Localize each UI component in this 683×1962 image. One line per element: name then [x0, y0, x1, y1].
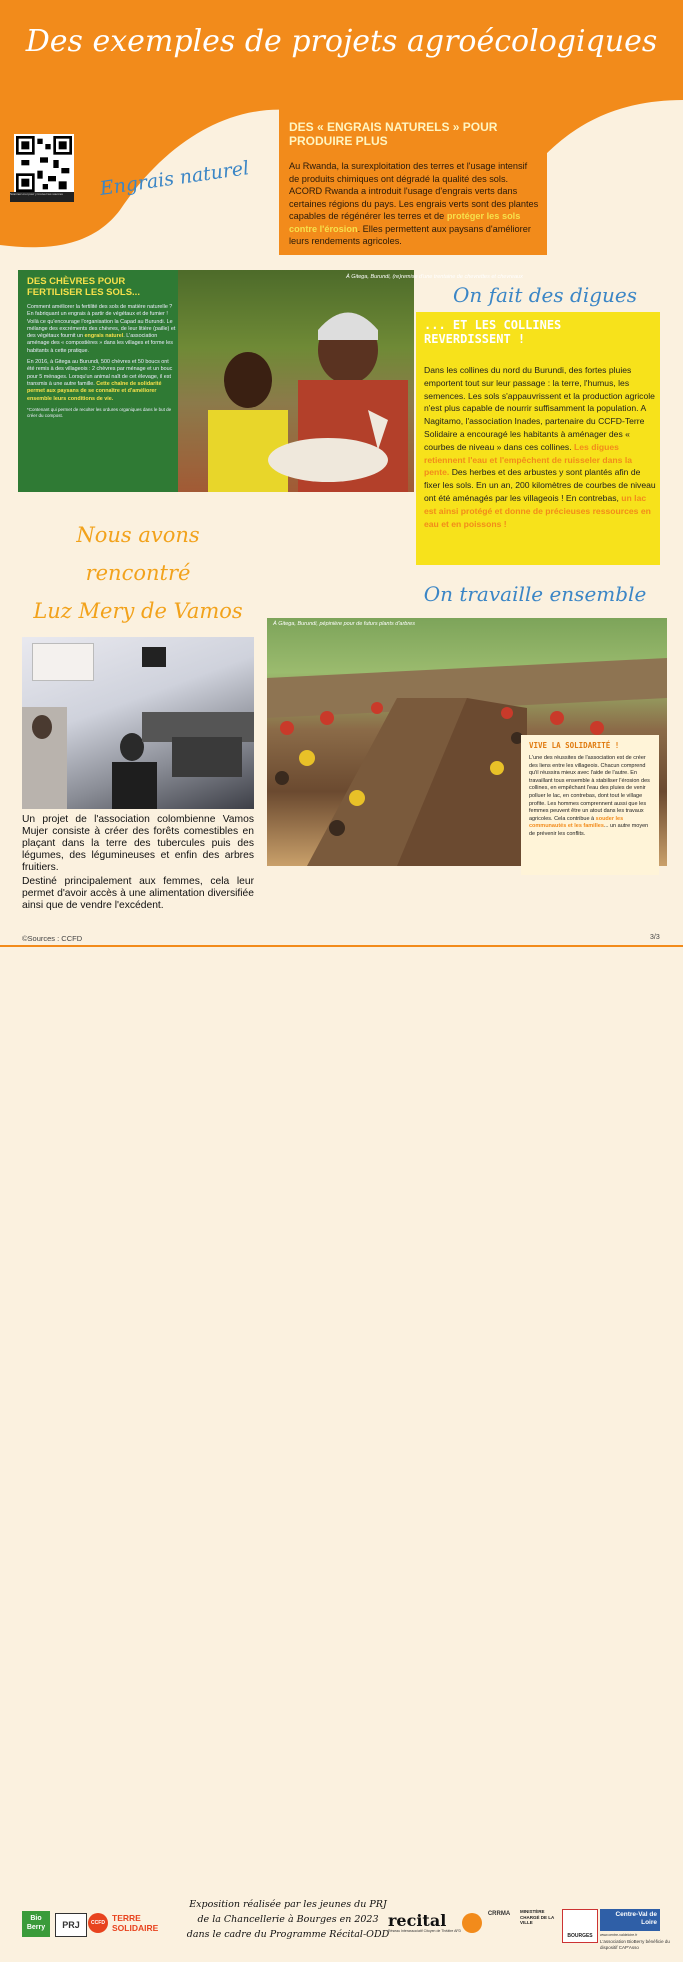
page-number: 3/3: [650, 934, 660, 941]
goat-photo-caption: À Gitega, Burundi, (re)remise d'une trentaine de chevrettes et chevreaux: [346, 274, 523, 280]
ccfd-logo: CCFD: [88, 1913, 108, 1933]
bourges-logo: BOURGES: [562, 1909, 598, 1943]
solidarite-box: [521, 735, 659, 875]
bioberry-note: L'association BioBerry bénéficie du dispositif CAP'Asso: [600, 1939, 670, 1950]
sources: ©Sources : CCFD: [22, 934, 83, 943]
recital-subtitle: Réseau Interassociatif Citoyen de Théâtre AFD: [388, 1929, 462, 1933]
exposition-credit: Exposition réalisée par les jeunes du PRJ de la Chancellerie à Bourges en 2023 dans le cadre du Programme Récital-ODD: [186, 1899, 390, 1940]
meeting-illustration: [22, 637, 254, 809]
section-heading-travail: On travaille ensemble: [423, 582, 647, 606]
partner-circle-logo: [462, 1913, 482, 1933]
chevres-title: DES CHÈVRES POUR FERTILISER LES SOLS...: [27, 276, 140, 298]
solidarite-title: VIVE LA SOLIDARITÉ !: [529, 741, 620, 750]
terre-solidaire-logo: TERRE SOLIDAIRE: [112, 1913, 159, 1933]
qr-code[interactable]: [14, 134, 74, 194]
footer: [0, 947, 683, 1950]
chevres-body: Comment améliorer la fertilité des sols de matière naturelle ? En fabriquant un engrais à partir de végétaux et de fumier ! Voilà ce qu'encourage l'organisation la Capad au Burundi. Le mélange des excréments des chèvres, de leur litière (paille) et des végétaux fournit un engrais naturel. L'association aménage des « compostières » dans les villages et forme les habitants à cette pratique. En 2016, à Gitega au Burundi, 500 chèvres et 50 boucs ont été remis à des villageois : 2 chèvres par ménage et un bouc pour 5 ménages. Lorsqu'un animal naît de cet élevage, il est transmis à une autre famille. Cette chaîne de solidarité permet aux paysans de se connaître et d'améliorer ensemble leurs conditions de vie. *Contenant qui permet de recolter les ordures organiques dans le but de créer du compost.: [27, 304, 176, 418]
engrais-box-text: Au Rwanda, la surexploitation des terres et l'usage intensif de produits chimiques ont dégradé la qualité des sols. ACORD Rwanda a introduit l'usage d'engrais verts dans certaines régions du pays. Les engrais verts sont des plantes capables de régénérer les terres et de protéger les sols contre l'érosion. Elles permettent aux paysans d'améliorer leurs rendements agricoles.: [289, 161, 539, 246]
recital-logo: recital: [388, 1911, 447, 1930]
section-heading-luz: Nous avons rencontré Luz Mery de Vamos: [33, 523, 243, 623]
collines-title: ... ET LES COLLINES REVERDISSENT !: [424, 318, 562, 346]
cvl-url[interactable]: www.centre-valdeloire.fr: [600, 1933, 638, 1937]
engrais-highlight: protéger les sols contre l'érosion: [289, 211, 521, 234]
qr-caption: Scannez-moi pour y trouver les sources: [10, 192, 74, 202]
collines-body: Dans les collines du nord du Burundi, des fortes pluies emportent tout sur leur passage : la terre, l'humus, les semences. Les sols s'appauvrissent et la production agricole n'est plus capable de nourrir suffisamment la population. A Nagitamo, l'association Inades, partenaire du CCFD-Terre Solidaire a encouragé les habitants à aménager des « courbes de niveau » dans ces collines. Les digues retiennent l'eau et l'empêchent de ruisseler dans la pente. Des herbes et des arbustes y sont plantés afin de fixer les sols. En un an, 200 kilomètres de courbes de niveau ont été aménagés par les villageois ! En contrebas, un lac est ainsi protégé et donne de précieuses ressources en eau et en poissons !: [424, 365, 656, 529]
section-heading-digues: On fait des digues: [453, 283, 637, 307]
page-title: Des exemples de projets agroécologiques: [25, 24, 658, 59]
engrais-box-title: DES « ENGRAIS NATURELS » POUR PRODUIRE PLUS: [289, 120, 498, 148]
luz-text-2: Destiné principalement aux femmes, cela leur permet d'avoir accès à une alimentation diversifiée ainsi que de vendre l'excédent.: [22, 876, 254, 911]
bioberry-logo: Bio Berry: [22, 1911, 50, 1937]
collines-box: [416, 312, 660, 565]
crrma-logo: CRRMA: [487, 1911, 511, 1917]
luz-meeting-photo: [22, 637, 254, 809]
section-heading-engrais: Engrais naturel: [98, 157, 251, 200]
nursery-photo-caption: À Gitega, Burundi, pépinière pour de futurs plants d'arbres: [273, 621, 415, 627]
chevres-text-panel: [18, 270, 178, 492]
prj-logo: PRJ: [55, 1913, 87, 1937]
solidarite-body: L'une des réussites de l'association est de créer des liens entre les villageois. Chacun comprend qu'il réussira mieux avec l'aide de l'autre. En travaillant tous ensemble à stabiliser l'érosion des collines, en empêchant l'eau des pluies de venir polluer le lac, en contrebas, dont tout le village profite. Les hommes comprennent aussi que les femmes peuvent être un atout dans les travaux agricoles. Cela contribue à souder les communautés et les familles... un autre moyen de prévenir les conflits.: [529, 755, 650, 837]
luz-text-1: Un projet de l'association colombienne Vamos Mujer consiste à créer des forêts comestibles en plaçant dans la terre des tubercules puis des légumes, des légumineuses et enfin des arbres fruitiers.: [22, 814, 254, 873]
centre-val-de-loire-logo: Centre-Val de Loire: [600, 1909, 660, 1931]
engrais-box: [279, 108, 547, 255]
goat-photo-illustration: [178, 270, 414, 492]
ministere-logo: MINISTÈRE CHARGÉ DE LA VILLE: [520, 1909, 555, 1925]
